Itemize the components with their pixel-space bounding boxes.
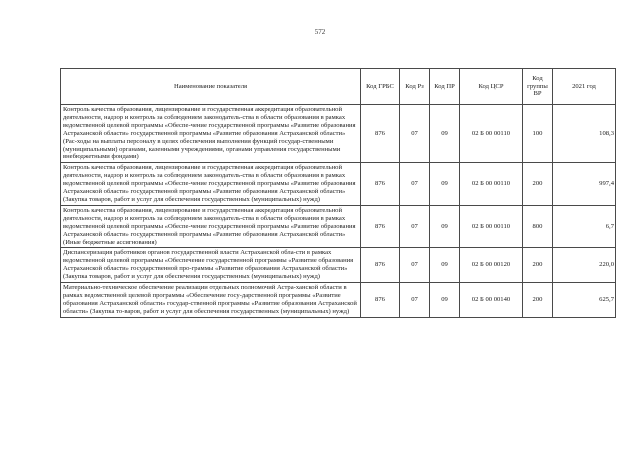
row-name: Контроль качества образования, лицензирование и государственная аккредитация образовательной деятельности, надзор и контроль за соблюдением законодатель-ства в области образования в рамках ведомственной целевой программы «Обеспе-чение государственной программы «Развитие образования Астраханской области» государственной программы «Развитие образования Астраханской области» (Иные бюджетные ассигнования) bbox=[61, 205, 361, 248]
row-vr: 200 bbox=[523, 248, 553, 283]
row-name: Материально-техническое обеспечение реализации отдельных полномочий Астра-ханской области в рамках ведомственной целевой программы «Обеспечение госу-дарственной программы «Развитие образования Астраханской области» государ-ственной программы «Развитие образования Астраханской области» (Закупка то-варов, работ и услуг для обеспечения государственных (муниципальных) нужд) bbox=[61, 283, 361, 318]
header-csr: Код ЦСР bbox=[460, 69, 523, 105]
header-pr: Код ПР bbox=[430, 69, 460, 105]
row-rz: 07 bbox=[400, 105, 430, 163]
row-amount: 625,7 bbox=[553, 283, 616, 318]
row-name: Контроль качества образования, лицензирование и государственная аккредитация образовательной деятельности, надзор и контроль за соблюдением законодатель-ства в области образования в рамках ведомственной целевой программы «Обеспе-чение государственной программы «Развитие образования Астраханской области» государственной программы «Развитие образования Астраханской области» (Рас-ходы на выплаты персоналу в целях обеспечения выполнения функций государ-ственными (муниципальными) органами, казенными учреждениями, органами управления государственными внебюджетными фондами) bbox=[61, 105, 361, 163]
row-csr: 02 Б 00 00140 bbox=[460, 283, 523, 318]
row-amount: 220,0 bbox=[553, 248, 616, 283]
row-grbs: 876 bbox=[361, 105, 400, 163]
row-csr: 02 Б 00 00110 bbox=[460, 105, 523, 163]
header-rz: Код Рз bbox=[400, 69, 430, 105]
row-pr: 09 bbox=[430, 105, 460, 163]
row-grbs: 876 bbox=[361, 205, 400, 248]
row-vr: 200 bbox=[523, 283, 553, 318]
row-vr: 800 bbox=[523, 205, 553, 248]
row-grbs: 876 bbox=[361, 283, 400, 318]
table-row bbox=[61, 283, 616, 318]
header-vr: Код группы ВР bbox=[523, 69, 553, 105]
row-pr: 09 bbox=[430, 248, 460, 283]
header-year: 2021 год bbox=[553, 69, 616, 105]
table-row bbox=[61, 105, 616, 163]
header-grbs: Код ГРБС bbox=[361, 69, 400, 105]
row-vr: 100 bbox=[523, 105, 553, 163]
row-vr: 200 bbox=[523, 163, 553, 206]
row-rz: 07 bbox=[400, 248, 430, 283]
row-rz: 07 bbox=[400, 205, 430, 248]
table-header-row bbox=[61, 69, 616, 105]
row-grbs: 876 bbox=[361, 163, 400, 206]
row-csr: 02 Б 00 00110 bbox=[460, 205, 523, 248]
table-row bbox=[61, 205, 616, 248]
row-csr: 02 Б 00 00110 bbox=[460, 163, 523, 206]
table-row bbox=[61, 248, 616, 283]
row-amount: 997,4 bbox=[553, 163, 616, 206]
row-name: Диспансеризация работников органов государственной власти Астраханской обла-сти в рамках ведомственной целевой программы «Обеспечение государственной программы «Развитие образования Астраханской области» государственной про-граммы «Развитие образования Астраханской области» (Закупка товаров, работ и услуг для обеспечения государственных (муниципальных) нужд) bbox=[61, 248, 361, 283]
row-csr: 02 Б 00 00120 bbox=[460, 248, 523, 283]
row-rz: 07 bbox=[400, 163, 430, 206]
row-pr: 09 bbox=[430, 283, 460, 318]
row-pr: 09 bbox=[430, 163, 460, 206]
row-amount: 108,3 bbox=[553, 105, 616, 163]
row-pr: 09 bbox=[430, 205, 460, 248]
page-number: 572 bbox=[314, 28, 326, 36]
row-rz: 07 bbox=[400, 283, 430, 318]
row-name: Контроль качества образования, лицензирование и государственная аккредитация образовательной деятельности, надзор и контроль за соблюдением законодатель-ства в области образования в рамках ведомственной целевой программы «Обеспе-чение государственной программы «Развитие образования Астраханской области» государственной программы «Развитие образования Астраханской области» (Закупка товаров, работ и услуг для обеспечения государственных (муниципальных) нужд) bbox=[61, 163, 361, 206]
header-name: Наименование показателя bbox=[61, 69, 361, 105]
budget-table bbox=[60, 68, 616, 318]
row-amount: 6,7 bbox=[553, 205, 616, 248]
row-grbs: 876 bbox=[361, 248, 400, 283]
table-row bbox=[61, 163, 616, 206]
